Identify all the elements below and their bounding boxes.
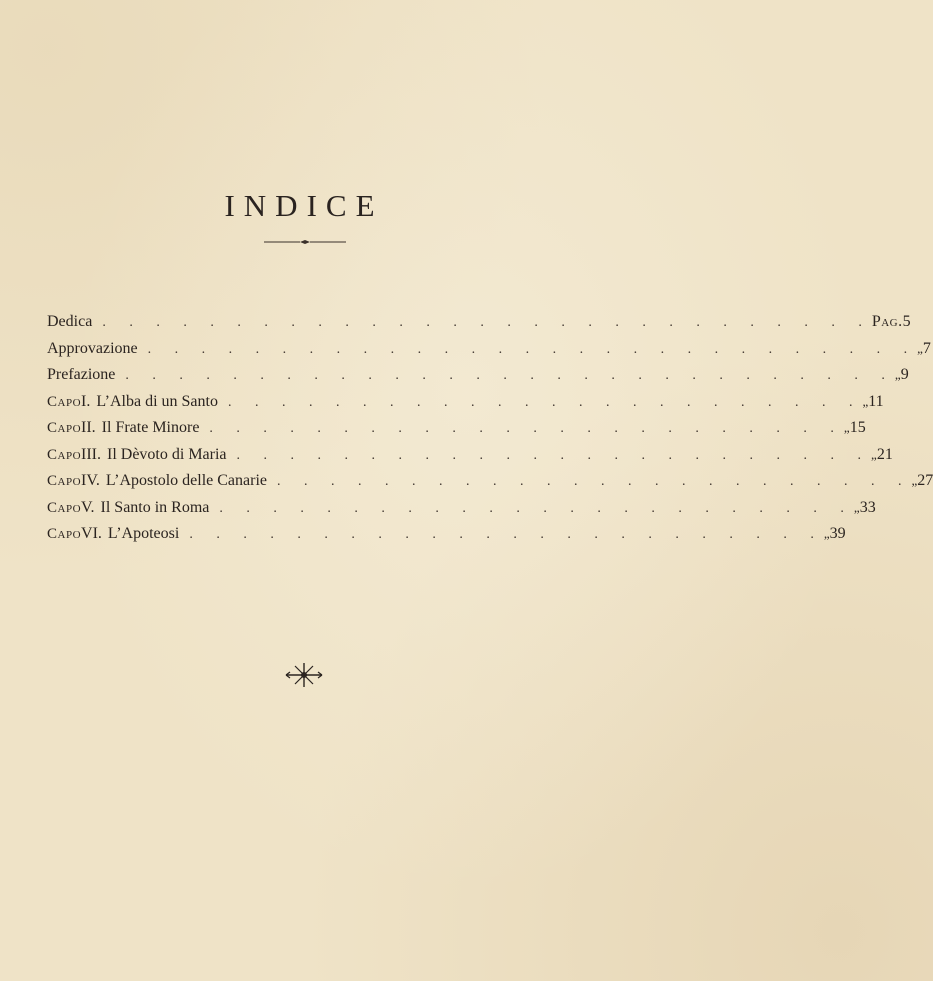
page-prefix: Pag. [871,313,903,330]
toc-page-number: 7 [922,339,931,357]
toc-entry-label: Dedica [47,313,93,330]
leader-dots: . . . . . . . . . . . . . . . . . . . . . . . . . . . . . [125,368,895,383]
chapter-numeral: V. [81,498,95,516]
toc-row[interactable] [47,498,876,526]
toc-row[interactable] [47,392,884,420]
toc-row[interactable] [47,525,846,552]
toc-page-number: 5 [902,313,911,330]
toc-entry-label: Il Santo in Roma [100,498,210,516]
ditto-mark: „ [853,499,860,515]
toc-entry-label: Il Dèvoto di Maria [107,445,227,463]
capo-label: Capo [47,420,82,436]
toc-row[interactable] [47,313,911,340]
toc-page-number: 15 [849,419,866,436]
chapter-numeral: III. [81,445,101,463]
ditto-mark: „ [823,526,830,541]
page-title: INDICE [224,188,384,223]
capo-label: Capo [47,473,82,489]
toc-page-number: 9 [900,366,909,383]
toc-page-number: 27 [917,472,933,489]
capo-label: Capo [47,393,82,410]
toc-entry-label: Prefazione [47,366,116,383]
ditto-mark: „ [911,473,918,488]
capo-label: Capo [47,446,82,463]
toc-row[interactable] [47,339,931,367]
leader-dots: . . . . . . . . . . . . . . . . . . . . . . . . [219,500,854,516]
chapter-numeral: II. [81,419,96,436]
leader-dots: . . . . . . . . . . . . . . . . . . . . . . . . [189,527,824,542]
leader-dots: . . . . . . . . . . . . . . . . . . . . . . . . . . . . . [147,341,918,357]
ditto-mark: „ [862,393,869,409]
leader-dots: . . . . . . . . . . . . . . . . . . . . . . . . [236,447,872,463]
leader-dots: . . . . . . . . . . . . . . . . . . . . . . . . [209,421,844,436]
table-of-contents [47,313,933,552]
toc-page-number: 21 [876,445,893,463]
toc-row[interactable] [47,445,893,473]
toc-entry-label: Il Frate Minore [101,419,200,436]
chapter-numeral: I. [81,392,91,410]
ditto-mark: „ [843,420,850,435]
capo-label: Capo [47,499,82,516]
ditto-mark: „ [894,367,901,382]
ditto-mark: „ [917,340,923,356]
toc-page-number: 11 [868,392,884,410]
toc-entry-label: L’Apostolo delle Canarie [105,472,267,489]
toc-row[interactable] [47,366,909,393]
leader-dots: . . . . . . . . . . . . . . . . . . . . . . . . [277,474,912,489]
toc-entry-label: Approvazione [47,339,138,357]
leader-dots: . . . . . . . . . . . . . . . . . . . . . . . . [227,394,863,410]
chapter-numeral: VI. [81,525,102,542]
toc-page-number: 33 [859,498,876,516]
toc-entry-label: L’Apoteosi [107,525,180,542]
decorative-rule-icon [264,238,346,246]
toc-page-number: 39 [829,525,846,542]
fleuron-icon [284,660,324,690]
toc-row[interactable] [47,472,933,499]
ditto-mark: „ [871,446,877,462]
toc-entry-label: L’Alba di un Santo [96,392,218,410]
chapter-numeral: IV. [81,472,100,489]
toc-row[interactable] [47,419,866,446]
leader-dots: . . . . . . . . . . . . . . . . . . . . . . . . . . . . . [102,315,872,330]
capo-label: Capo [47,526,82,542]
